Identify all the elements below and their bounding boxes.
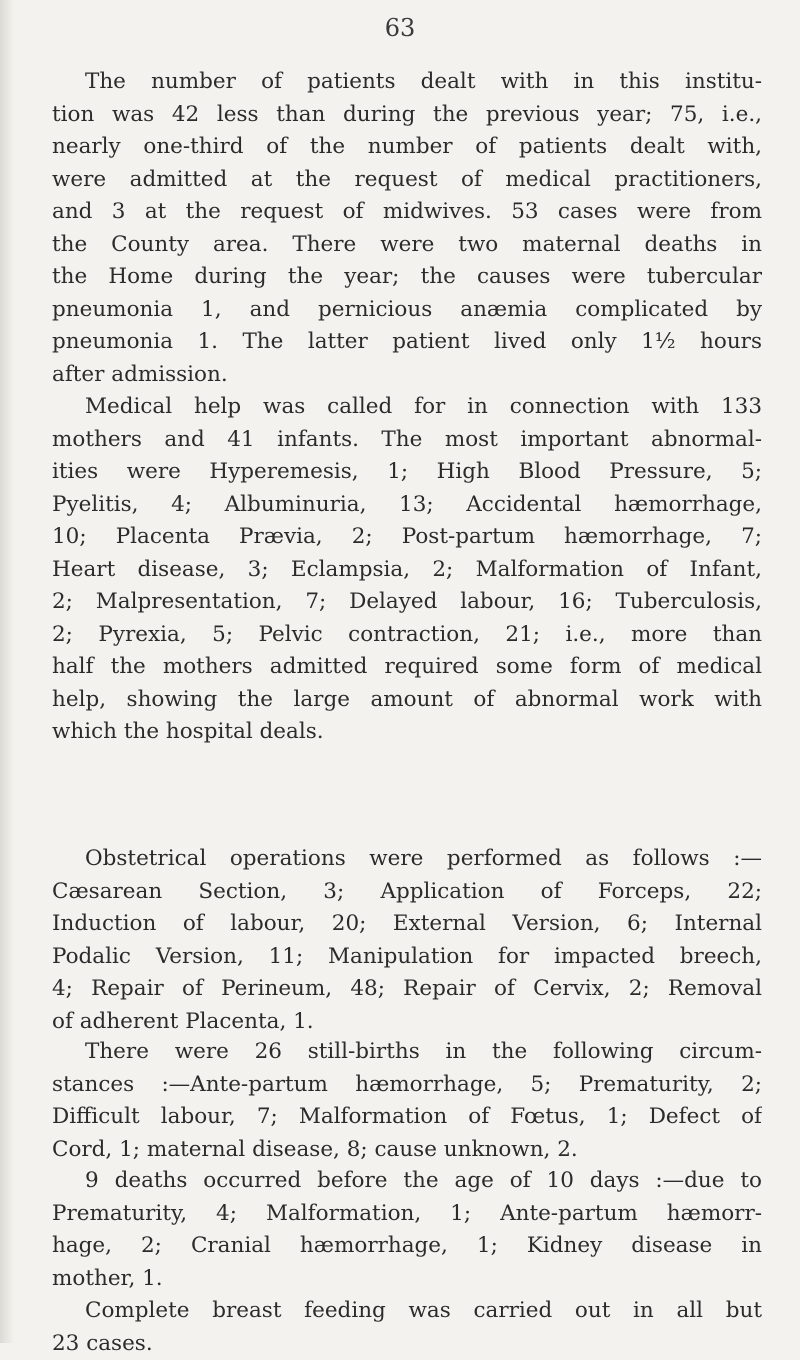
text-line: Pyelitis, 4; Albuminuria, 13; Accidental hæmorrhage, [52, 489, 762, 522]
text-line: The number of patients dealt with in this institu- [52, 66, 762, 99]
text-line: stances :—Ante-partum hæmorrhage, 5; Prematurity, 2; [52, 1069, 762, 1102]
page-number: 63 [0, 14, 800, 42]
text-line: Complete breast feeding was carried out in all but [52, 1295, 762, 1328]
text-line: the County area. There were two maternal deaths in [52, 229, 762, 262]
paragraph-still-births [52, 1036, 762, 1166]
text-line: Obstetrical operations were performed as follows :— [52, 843, 762, 876]
text-line: Induction of labour, 20; External Version, 6; Internal [52, 908, 762, 941]
text-line: of adherent Placenta, 1. [52, 1006, 762, 1039]
page-edge-shadow [0, 0, 14, 1343]
text-line: 9 deaths occurred before the age of 10 days :—due to [52, 1165, 762, 1198]
text-line: Cord, 1; maternal disease, 8; cause unknown, 2. [52, 1134, 762, 1167]
text-line: 2; Pyrexia, 5; Pelvic contraction, 21; i.e., more than [52, 619, 762, 652]
text-line: 10; Placenta Prævia, 2; Post-partum hæmorrhage, 7; [52, 521, 762, 554]
text-line: Medical help was called for in connection with 133 [52, 391, 762, 424]
paragraph-infant-deaths [52, 1165, 762, 1295]
text-line: pneumonia 1, and pernicious anæmia complicated by [52, 294, 762, 327]
text-line: There were 26 still-births in the following circum- [52, 1036, 762, 1069]
text-line: Cæsarean Section, 3; Application of Forceps, 22; [52, 876, 762, 909]
text-line: Prematurity, 4; Malformation, 1; Ante-partum hæmorr- [52, 1198, 762, 1231]
text-line: were admitted at the request of medical practitioners, [52, 164, 762, 197]
text-line: Difficult labour, 7; Malformation of Fœtus, 1; Defect of [52, 1101, 762, 1134]
paragraph-obstetrical-operations [52, 843, 762, 1038]
text-line: which the hospital deals. [52, 716, 762, 749]
text-line: half the mothers admitted required some form of medical [52, 651, 762, 684]
text-line: the Home during the year; the causes were tubercular [52, 261, 762, 294]
text-line: mothers and 41 infants. The most important abnormal- [52, 424, 762, 457]
text-line: tion was 42 less than during the previous year; 75, i.e., [52, 99, 762, 132]
paragraph-patients [52, 66, 762, 391]
text-line: pneumonia 1. The latter patient lived only 1½ hours [52, 326, 762, 359]
paragraph-breast-feeding [52, 1295, 762, 1360]
text-line: help, showing the large amount of abnormal work with [52, 684, 762, 717]
text-line: ities were Hyperemesis, 1; High Blood Pressure, 5; [52, 456, 762, 489]
text-line: 4; Repair of Perineum, 48; Repair of Cervix, 2; Removal [52, 973, 762, 1006]
text-line: after admission. [52, 359, 762, 392]
text-line: and 3 at the request of midwives. 53 cases were from [52, 196, 762, 229]
text-line: Podalic Version, 11; Manipulation for impacted breech, [52, 941, 762, 974]
text-line: nearly one-third of the number of patients dealt with, [52, 131, 762, 164]
text-line: 23 cases. [52, 1328, 762, 1360]
paragraph-medical-help [52, 391, 762, 749]
text-line: 2; Malpresentation, 7; Delayed labour, 16; Tuberculosis, [52, 586, 762, 619]
text-line: hage, 2; Cranial hæmorrhage, 1; Kidney disease in [52, 1230, 762, 1263]
text-line: mother, 1. [52, 1263, 762, 1296]
text-line: Heart disease, 3; Eclampsia, 2; Malformation of Infant, [52, 554, 762, 587]
